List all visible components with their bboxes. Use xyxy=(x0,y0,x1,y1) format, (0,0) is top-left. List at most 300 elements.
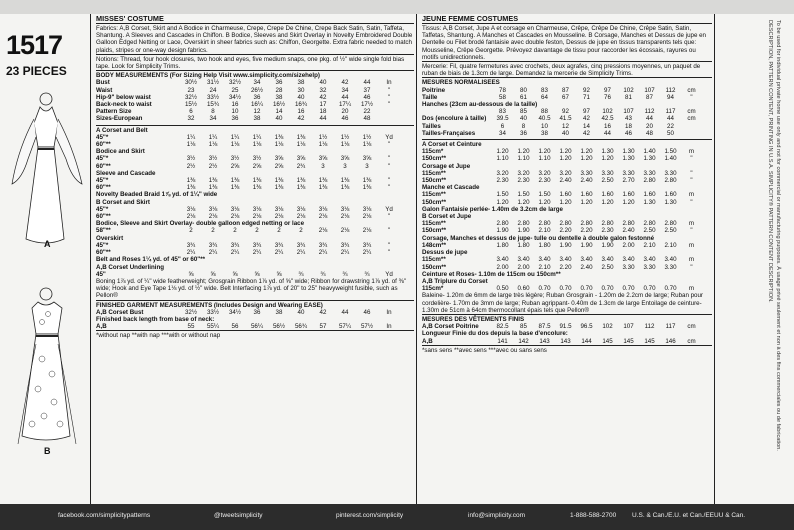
table-cell: " xyxy=(387,177,391,185)
table-row xyxy=(96,177,414,184)
table-row xyxy=(422,256,712,263)
table-cell: ¾ xyxy=(364,270,370,278)
table-cell: 40 xyxy=(275,115,283,123)
facebook-link[interactable]: facebook.com/simplicitypatterns xyxy=(58,512,151,519)
table-cell: 3.30 xyxy=(664,169,677,177)
table-row xyxy=(422,227,712,234)
table-cell: 1⅜ xyxy=(252,184,262,192)
table-cell: 1⅜ xyxy=(208,184,218,192)
table-cell: 40 xyxy=(562,129,569,137)
table-cell: 87.5 xyxy=(538,323,551,331)
table-cell: " xyxy=(387,86,391,94)
table-cell: 1⅜ xyxy=(274,133,284,141)
table-cell: 1.90 xyxy=(559,241,572,249)
table-row xyxy=(96,316,414,323)
row-label: Finished back length from base of neck: xyxy=(96,315,215,323)
row-label: 115cm** xyxy=(422,256,446,264)
table-cell: 80 xyxy=(520,86,527,94)
table-section-label: A Corset and Belt xyxy=(96,126,148,134)
table-cell: 1⅛ xyxy=(208,141,218,149)
row-label: 150cm** xyxy=(422,198,447,206)
table-cell: 3½ xyxy=(252,155,262,163)
table-cell: 1.20 xyxy=(517,198,530,206)
metrage-table xyxy=(422,139,712,292)
table-cell: 3.40 xyxy=(538,256,551,264)
table-cell: 3¾ xyxy=(318,241,328,249)
table-cell: 37 xyxy=(363,86,371,94)
english-title: MISSES' COSTUME xyxy=(96,14,164,23)
twitter-link[interactable]: @tweetsimplicity xyxy=(214,512,263,519)
table-cell: 94 xyxy=(667,93,674,101)
row-label: 115cm* xyxy=(422,285,444,293)
table-cell: 1⅛ xyxy=(318,141,328,149)
table-cell: 3 xyxy=(321,162,325,170)
table-cell: 1½ xyxy=(318,133,328,141)
table-cell: 16½ xyxy=(272,101,286,109)
table-cell: 30½ xyxy=(184,79,198,87)
table-cell: 44 xyxy=(667,115,674,123)
fabrics-text: Fabrics: A,B Corset, Skirt and A Bodice in Charmeuse, Crepe, Crepe De Chine, Crepe Back Satin, Satin, Taffeta, Shantung. A Sleeves and Cascades in Chiffon. B Bodice, Sleeves and Skirt Overlay in Novelty Embroidered Double Galloon Edged Netting or Lace, Overskirt in sheer fabrics such as: Chiffon, Georgette. Extra fabric needed to match plaids, stripes or one-way design fabrics. xyxy=(96,25,413,54)
table-cell: 3¾ xyxy=(230,241,240,249)
table-cell: 3½ xyxy=(186,155,196,163)
row-label: 60"** xyxy=(96,249,111,257)
table-cell: 92 xyxy=(562,108,569,116)
table-cell: 38 xyxy=(275,308,283,316)
table-cell: 3¾ xyxy=(186,241,196,249)
row-label: Hip-9" below waist xyxy=(96,93,151,101)
table-cell: 1⅜ xyxy=(318,184,328,192)
table-cell: 3.40 xyxy=(643,256,656,264)
table-cell: 36 xyxy=(253,93,261,101)
table-cell: 2⅛ xyxy=(362,213,372,221)
row-label: Dos (encolure à taille) xyxy=(422,115,487,123)
table-section-label: Corsage, Manches et dessus de jupe- tulle ou dentelle à double galon festonné xyxy=(422,234,655,242)
left-panel xyxy=(0,14,88,504)
table-cell: " xyxy=(387,101,391,109)
table-cell: 2⅛ xyxy=(208,213,218,221)
table-cell: 2.30 xyxy=(601,227,614,235)
mesures-finies-header: MESURES DES VÊTEMENTS FINIS xyxy=(422,314,712,323)
table-cell: 1⅜ xyxy=(340,177,350,185)
table-row xyxy=(422,148,712,155)
table-cell: 58 xyxy=(499,93,506,101)
table-cell: 2⅝ xyxy=(230,162,240,170)
table-row xyxy=(96,242,414,249)
table-cell: " xyxy=(387,141,391,149)
table-cell: 33½ xyxy=(206,308,220,316)
table-cell: 91.5 xyxy=(559,323,572,331)
table-cell: 145 xyxy=(644,337,655,345)
table-cell: 2¾ xyxy=(296,162,306,170)
table-cell: 15½ xyxy=(184,101,198,109)
row-label: 115cm** xyxy=(422,169,446,177)
table-cell: cm xyxy=(687,337,696,345)
table-cell: 0.70 xyxy=(538,285,551,293)
row-label: 45"* xyxy=(96,205,109,213)
row-label: Tailles xyxy=(422,122,441,130)
table-cell: cm xyxy=(687,108,696,116)
table-cell: 2½ xyxy=(208,162,218,170)
table-cell: 1.30 xyxy=(643,198,656,206)
row-label: 150cm** xyxy=(422,155,447,163)
table-cell: 1.60 xyxy=(622,191,635,199)
table-cell: 1.30 xyxy=(643,155,656,163)
table-cell: 107 xyxy=(623,323,634,331)
table-cell xyxy=(681,130,702,137)
table-row xyxy=(96,323,414,330)
table-cell: 1.90 xyxy=(580,241,593,249)
top-strip xyxy=(0,0,794,14)
table-cell: 71 xyxy=(583,93,590,101)
table-note: Novelty Beaded Braid 1⅞ yd. of 1¼" wide xyxy=(96,191,218,199)
table-row xyxy=(96,87,414,94)
table-row xyxy=(96,213,414,220)
table-row xyxy=(96,206,414,213)
table-cell: 2¼ xyxy=(186,249,196,257)
french-title: JEUNE FEMME COSTUMES xyxy=(422,14,519,23)
table-cell: 1.20 xyxy=(580,148,593,156)
table-cell: 67 xyxy=(562,93,569,101)
table-row xyxy=(96,184,414,191)
table-cell: 1.20 xyxy=(580,198,593,206)
table-cell: 55 xyxy=(187,323,195,331)
table-row xyxy=(96,134,414,141)
table-cell: 2⅛ xyxy=(340,213,350,221)
table-cell: 2¼ xyxy=(318,249,328,257)
table-cell: 1¼ xyxy=(252,133,262,141)
table-cell: 34½ xyxy=(228,308,242,316)
table-row xyxy=(96,101,414,108)
table-cell: 2¼ xyxy=(362,249,372,257)
table-section-label: Bodice, Sleeve and Skirt Overlay- double galloon edged netting or lace xyxy=(96,220,305,228)
finished-measurements-table xyxy=(96,309,414,331)
table-cell: 3⅝ xyxy=(274,155,284,163)
table-cell: 22 xyxy=(667,122,674,130)
row-label: Poitrine xyxy=(422,86,446,94)
table-cell: 36 xyxy=(253,308,261,316)
notions-text: Notions: Thread, four hook closures, two hook and eyes, five medium snaps, one pkg. of ½" wide single fold bias tape. Look for Simplicity Trims. xyxy=(96,54,414,70)
table-cell: 44 xyxy=(341,93,349,101)
table-cell: 6 xyxy=(500,122,505,130)
table-cell: 17½ xyxy=(360,101,374,109)
table-section-label: Dessus de jupe xyxy=(422,249,468,257)
table-cell: 18 xyxy=(319,108,327,116)
table-cell: 1.30 xyxy=(622,148,635,156)
table-cell: 6 xyxy=(189,108,193,116)
table-cell: 57½ xyxy=(360,323,374,331)
table-row xyxy=(96,108,414,115)
table-cell: 1⅛ xyxy=(274,141,284,149)
table-cell: 1.20 xyxy=(517,148,530,156)
table-cell: 81 xyxy=(625,93,632,101)
table-cell: 39.5 xyxy=(496,115,509,123)
table-cell: 12 xyxy=(562,122,569,130)
table-cell: 3.40 xyxy=(559,256,572,264)
table-cell: 1.80 xyxy=(538,241,551,249)
table-cell: " xyxy=(690,93,693,101)
table-cell: ⅝ xyxy=(276,270,282,278)
table-row xyxy=(422,155,712,162)
table-cell: 1.20 xyxy=(559,148,572,156)
table-cell: 1⅛ xyxy=(340,141,350,149)
table-row xyxy=(422,220,712,227)
table-cell: 2⅝ xyxy=(274,162,284,170)
table-cell: 3⅛ xyxy=(362,205,372,213)
table-cell: 1⅛ xyxy=(362,141,372,149)
english-column xyxy=(96,14,414,504)
row-label: 60"** xyxy=(96,162,111,170)
table-cell: 2.10 xyxy=(643,241,656,249)
table-cell: 3.40 xyxy=(517,256,530,264)
table-cell: 1⅜ xyxy=(296,177,306,185)
table-cell: 1.60 xyxy=(559,191,572,199)
table-cell: 1.30 xyxy=(622,155,635,163)
table-cell: 30 xyxy=(297,86,305,94)
table-cell: 1.20 xyxy=(538,148,551,156)
table-cell: 34 xyxy=(341,86,349,94)
table-cell: 0.60 xyxy=(517,285,530,293)
table-cell: 112 xyxy=(644,323,655,331)
table-section-label: Sleeve and Cascade xyxy=(96,169,156,177)
row-label xyxy=(422,108,492,115)
table-cell: 1.90 xyxy=(496,227,509,235)
table-cell: 23 xyxy=(187,86,195,94)
pinterest-link[interactable]: pinterest.com/simplicity xyxy=(336,512,404,519)
table-cell: 3½ xyxy=(208,155,218,163)
table-row xyxy=(96,163,414,170)
table-cell: 44 xyxy=(646,115,653,123)
row-label: Pattern Size xyxy=(96,108,132,116)
table-cell: 1.80 xyxy=(496,241,509,249)
table-cell: 2.20 xyxy=(559,227,572,235)
table-cell: 48 xyxy=(363,115,371,123)
table-cell: 46 xyxy=(625,129,632,137)
row-label: 45"* xyxy=(96,155,109,163)
table-cell: 38 xyxy=(253,115,261,123)
table-cell: 1⅛ xyxy=(252,141,262,149)
mercerie-text: Mercerie: Fil, quatre fermetures avec crochets, deux agrafes, cinq pressions moyennes, un paquet de ruban de biais de 1.3cm de large. Demandez la mercerie de Simplicity Trims. xyxy=(422,61,712,77)
table-cell: 2.80 xyxy=(496,220,509,228)
table-cell: 2¼ xyxy=(208,249,218,257)
table-cell: 1.80 xyxy=(517,241,530,249)
table-cell: 3.30 xyxy=(643,169,656,177)
table-cell: 43 xyxy=(625,115,632,123)
table-cell: 3¾ xyxy=(296,241,306,249)
table-cell: 3¾ xyxy=(340,241,350,249)
table-cell: " xyxy=(690,227,693,235)
table-cell xyxy=(378,115,400,122)
table-cell: 42 xyxy=(341,79,349,87)
divider xyxy=(416,14,417,504)
table-cell: 1¼ xyxy=(186,133,196,141)
table-cell: " xyxy=(387,213,391,221)
table-cell: 3⅛ xyxy=(274,205,284,213)
email-link[interactable]: info@simplicity.com xyxy=(468,512,526,519)
table-row xyxy=(422,264,712,271)
row-label: 45"* xyxy=(96,241,109,249)
side-legal-text xyxy=(716,20,786,500)
row-label: 148cm** xyxy=(422,241,447,249)
yardage-table xyxy=(96,125,414,278)
table-cell: 22 xyxy=(363,108,371,116)
table-cell: 2¼ xyxy=(296,249,306,257)
table-section-label: B Corset and Skirt xyxy=(96,198,150,206)
table-cell: 1⅜ xyxy=(340,184,350,192)
row-label: 60"** xyxy=(96,184,111,192)
table-cell: 1¼ xyxy=(208,133,218,141)
table-cell: 1.60 xyxy=(643,191,656,199)
table-cell: 2⅛ xyxy=(318,213,328,221)
table-cell: 16 xyxy=(604,122,611,130)
table-cell: 145 xyxy=(602,337,613,345)
table-cell: 102 xyxy=(602,108,613,116)
table-cell: 1⅜ xyxy=(208,177,218,185)
table-cell: " xyxy=(387,93,391,101)
table-cell: 42 xyxy=(583,129,590,137)
table-cell: 42 xyxy=(583,115,590,123)
table-cell: 46 xyxy=(341,115,349,123)
table-cell: ⅝ xyxy=(210,270,216,278)
table-cell: ⅝ xyxy=(188,270,194,278)
table-cell: 0.70 xyxy=(643,285,656,293)
table-cell: 2.00 xyxy=(622,241,635,249)
table-cell: 2.00 xyxy=(517,263,530,271)
table-cell: 2.50 xyxy=(664,227,677,235)
table-cell: 87 xyxy=(562,86,569,94)
table-cell: 17 xyxy=(319,101,327,109)
table-cell: 31½ xyxy=(206,79,220,87)
table-row xyxy=(422,170,712,177)
table-cell: 141 xyxy=(497,337,508,345)
table-row xyxy=(422,108,712,115)
table-cell: 1⅜ xyxy=(296,184,306,192)
table-cell: " xyxy=(690,263,693,271)
table-cell: 38 xyxy=(541,129,548,137)
table-cell: 38 xyxy=(297,79,305,87)
table-cell: 1.20 xyxy=(559,198,572,206)
table-cell: 145 xyxy=(623,337,634,345)
table-cell: m xyxy=(688,191,695,199)
table-cell xyxy=(681,123,702,130)
table-cell: 107 xyxy=(623,108,634,116)
table-cell: 24 xyxy=(209,86,217,94)
table-cell: 85 xyxy=(520,323,527,331)
table-cell xyxy=(378,108,400,115)
table-cell: ¾ xyxy=(298,270,304,278)
table-row xyxy=(422,177,712,184)
finished-measurements-header: FINISHED GARMENT MEASUREMENTS (Includes Design and Wearing EASE) xyxy=(96,300,414,309)
table-cell: 1⅜ xyxy=(186,177,196,185)
table-row xyxy=(96,115,414,122)
table-cell: 2.30 xyxy=(538,177,551,185)
table-cell: In xyxy=(386,323,392,331)
table-cell: 44 xyxy=(341,308,349,316)
table-cell: 0.70 xyxy=(664,285,677,293)
table-cell: 2¼ xyxy=(274,249,284,257)
table-cell: 26½ xyxy=(250,86,264,94)
table-cell: In xyxy=(386,308,392,316)
table-cell: 1⅜ xyxy=(274,184,284,192)
table-cell: " xyxy=(387,162,391,170)
table-cell: 2 xyxy=(233,227,237,235)
table-row xyxy=(422,101,712,108)
table-cell: 16 xyxy=(297,108,305,116)
table-cell: 97 xyxy=(583,108,590,116)
row-label: 58"** xyxy=(96,227,111,235)
table-cell: 3⅝ xyxy=(362,155,372,163)
table-cell: 3¾ xyxy=(208,241,218,249)
table-cell: 2.20 xyxy=(580,227,593,235)
table-cell: 2.80 xyxy=(538,220,551,228)
row-label: 45"* xyxy=(96,177,109,185)
table-cell: 61 xyxy=(520,93,527,101)
table-cell: 2.80 xyxy=(601,220,614,228)
row-label: Hanches (23cm au-dessous de la taille) xyxy=(422,101,538,109)
table-cell: 3⅛ xyxy=(230,205,240,213)
table-cell: 1.10 xyxy=(517,155,530,163)
table-cell: 117 xyxy=(665,108,676,116)
table-row xyxy=(422,285,712,292)
table-cell: " xyxy=(387,241,391,249)
table-cell: 3 xyxy=(343,162,347,170)
table-cell: 36 xyxy=(231,115,239,123)
table-row xyxy=(96,271,414,278)
table-cell: 1.20 xyxy=(496,148,509,156)
table-cell: 44 xyxy=(319,115,327,123)
table-row xyxy=(96,141,414,148)
row-label: 60"** xyxy=(96,213,111,221)
table-cell: 33½ xyxy=(206,93,220,101)
table-cell: 32½ xyxy=(184,93,198,101)
table-cell: 2.80 xyxy=(664,177,677,185)
table-row xyxy=(422,199,712,206)
divider xyxy=(714,14,715,504)
table-row xyxy=(96,309,414,316)
table-cell: 97 xyxy=(604,86,611,94)
table-cell: " xyxy=(387,249,391,257)
table-cell: 3.20 xyxy=(559,169,572,177)
nap-legend: *without nap **with nap ***with or without nap xyxy=(96,330,414,339)
table-cell: 1.90 xyxy=(517,227,530,235)
table-cell: 1⅜ xyxy=(318,177,328,185)
table-note: Galon Fantaisie perlée- 1.40m de 3.2cm de large xyxy=(422,205,563,213)
table-cell: 2.80 xyxy=(580,220,593,228)
view-a-illustration xyxy=(8,89,86,254)
table-cell: 2.80 xyxy=(643,220,656,228)
table-cell: 3⅛ xyxy=(186,205,196,213)
table-cell: 46 xyxy=(363,308,371,316)
table-cell: 20 xyxy=(341,108,349,116)
table-cell: ⅝ xyxy=(232,270,238,278)
table-cell: m xyxy=(688,241,695,249)
table-cell: 16¼ xyxy=(250,101,264,109)
table-cell: 8 xyxy=(521,122,526,130)
table-cell: 40.5 xyxy=(538,115,551,123)
table-cell: 15¾ xyxy=(206,101,220,109)
table-note: Belt and Roses 1¼ yd. of 45" or 60"** xyxy=(96,256,206,264)
table-cell: 1⅜ xyxy=(296,133,306,141)
divider xyxy=(90,14,91,504)
table-cell: 1.50 xyxy=(664,148,677,156)
table-row xyxy=(422,123,712,130)
row-label: 115cm* xyxy=(422,148,444,156)
table-cell: m xyxy=(688,220,695,228)
table-cell: 1.20 xyxy=(601,155,614,163)
row-label: Longueur Finie du dos depuis la base d'encolure: xyxy=(422,330,568,338)
table-cell: 2⅛ xyxy=(186,213,196,221)
table-cell: 2.10 xyxy=(538,263,551,271)
table-cell: 2.50 xyxy=(601,263,614,271)
